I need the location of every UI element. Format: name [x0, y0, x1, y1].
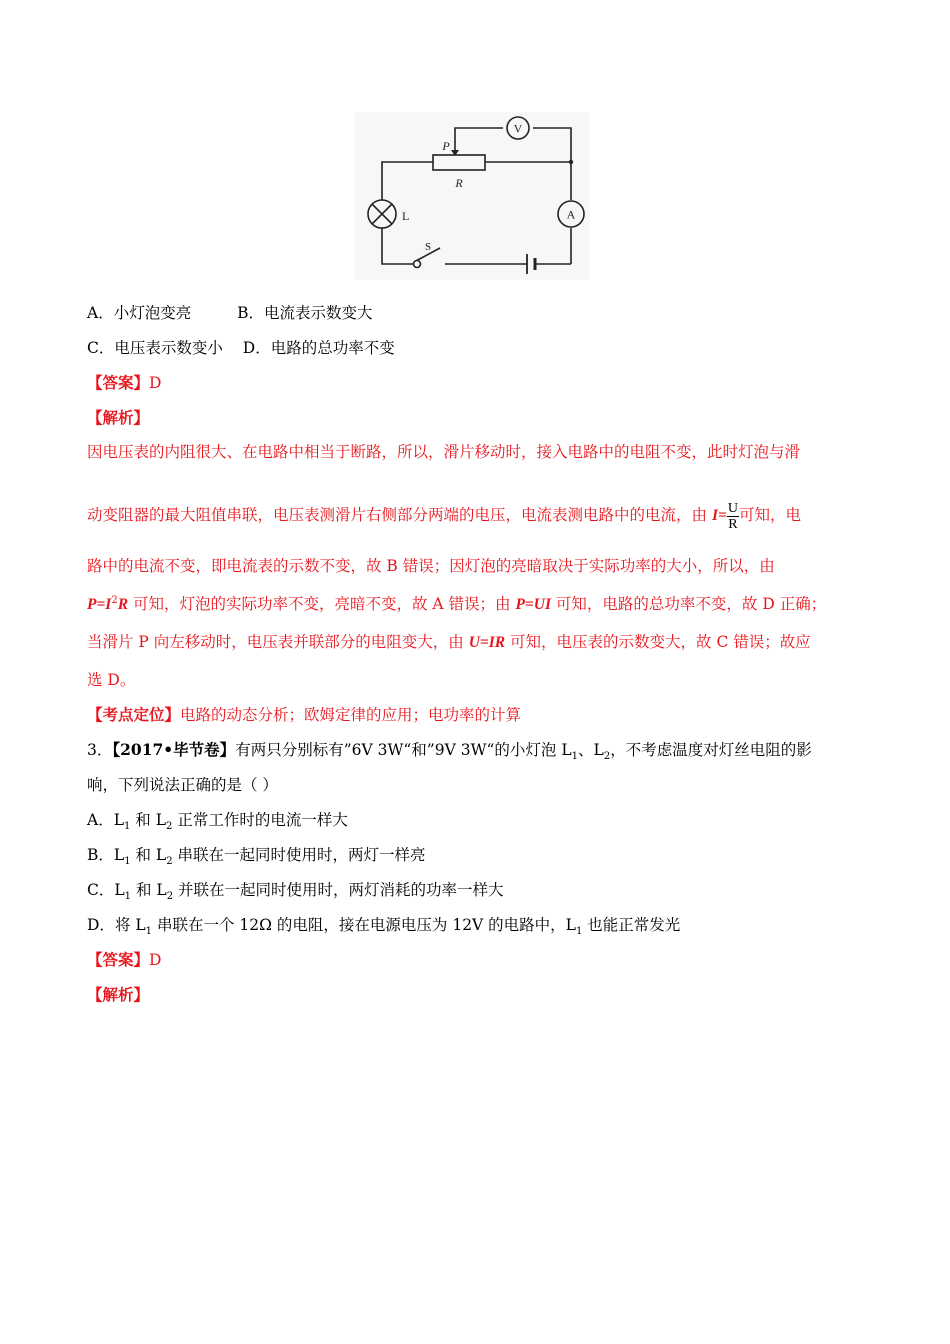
q2-topic-label: 【考点定位】 [87, 705, 181, 724]
q3-option-a [87, 810, 348, 833]
q2-topic [87, 705, 521, 725]
q3-answer-value: D [149, 951, 162, 969]
q3-stem-line-1 [87, 740, 812, 763]
ohms-law-var: I= [711, 507, 727, 524]
q3-option-b [87, 845, 426, 868]
q3-option-a-sub-2: 2 [166, 821, 173, 833]
q2-options-row-1 [87, 303, 373, 323]
power-formula-1a: P=I [87, 596, 112, 613]
q3-option-d-letter: D． [87, 916, 115, 934]
q2-analysis-line-4-text-a: 可知，灯泡的实际功率不变，亮暗不变，故 A 错误；由 [128, 595, 516, 613]
power-formula-1-exp: 2 [111, 594, 118, 606]
q2-analysis-line-2 [87, 496, 801, 535]
q3-option-a-mid: 和 L [130, 811, 167, 829]
resistor-label: R [455, 176, 463, 190]
q2-analysis-line-3: 路中的电流不变，即电流表的示数不变，故 B 错误；因灯泡的亮暗取决于实际功率的大小，所以，由 [87, 557, 775, 575]
q2-analysis-line-4 [87, 594, 826, 615]
q2-option-c-text: 电压表示数变小 [114, 339, 223, 357]
q3-answer-label: 【答案】 [87, 950, 150, 969]
q3-option-c-mid: 和 L [131, 881, 167, 899]
q3-option-c-sub-2: 2 [166, 891, 174, 903]
q3-option-c-text: 并联在一起同时使用时，两灯消耗的功率一样大 [173, 881, 504, 899]
q3-answer [87, 950, 161, 970]
q2-option-a-text: 小灯泡变亮 [113, 304, 192, 322]
q3-option-b-letter: B． [87, 846, 114, 864]
power-formula-1b: R [117, 596, 129, 613]
q3-stem-1: 有两只分别标有”6V 3W“和”9V 3W“的小灯泡 L [235, 741, 572, 759]
q2-analysis-label: 【解析】 [87, 408, 150, 427]
q3-option-b-text: 串联在一起同时使用时，两灯一样亮 [172, 846, 426, 864]
q3-stem-sub-1: 1 [571, 751, 579, 763]
voltage-formula: U=IR [468, 634, 506, 651]
q3-stem-2: ，不考虑温度对灯丝电阻的影 [610, 741, 812, 759]
q2-answer-value: D [149, 374, 162, 392]
q2-analysis-line-1: 因电压表的内阻很大、在电路中相当于断路，所以，滑片移动时，接入电路中的电阻不变，此时灯泡与滑 [87, 443, 801, 461]
q3-option-a-pre: L [113, 811, 124, 829]
q2-analysis-line-5 [87, 632, 811, 653]
q2-analysis-line-2-text-b: 可知，电 [738, 506, 801, 524]
q3-option-b-mid: 和 L [130, 846, 167, 864]
q3-option-d-mid: 串联在一个 12Ω 的电阻，接在电源电压为 12V 的电路中，L [152, 916, 576, 934]
q2-option-d-text: 电路的总功率不变 [270, 339, 395, 357]
slider-label: P [442, 139, 450, 153]
q2-analysis-line-4-text-b: 可知，电路的总功率不变，故 D 正确； [551, 595, 827, 613]
q3-option-c-pre: L [114, 881, 125, 899]
q3-option-b-sub-1: 1 [124, 856, 131, 868]
lamp-label: L [402, 209, 410, 223]
q2-options-row-2 [87, 338, 395, 358]
switch-label: S [425, 241, 432, 253]
q3-analysis-label: 【解析】 [87, 985, 150, 1004]
q2-option-d-letter: D． [242, 339, 271, 357]
q2-analysis-line-6: 选 D。 [87, 671, 136, 689]
q2-answer [87, 373, 161, 393]
q2-answer-label: 【答案】 [87, 373, 150, 392]
q3-stem-mid: 、L [578, 741, 604, 759]
q2-analysis-line-5-text-a: 当滑片 P 向左移动时，电压表并联部分的电阻变大，由 [87, 633, 469, 651]
q2-option-a-letter: A． [87, 304, 114, 322]
q3-option-b-sub-2: 2 [166, 856, 173, 868]
power-formula-2: P=UI [515, 596, 551, 613]
q3-option-d-sub-2: 1 [575, 926, 583, 938]
q2-option-b-letter: B． [237, 304, 264, 322]
voltmeter-label: V [513, 121, 523, 136]
q3-option-d-sub-1: 1 [145, 926, 153, 938]
q3-option-b-pre: L [113, 846, 125, 864]
q3-option-c [87, 880, 504, 903]
q3-stem-sub-2: 2 [603, 751, 611, 763]
q3-source: 【2017•毕节卷】 [112, 740, 236, 759]
q3-option-a-sub-1: 1 [124, 821, 131, 833]
q3-option-c-sub-1: 1 [124, 891, 132, 903]
fraction-denominator: R [728, 516, 738, 532]
q3-option-a-text: 正常工作时的电流一样大 [172, 811, 348, 829]
q2-option-b-text: 电流表示数变大 [263, 304, 373, 322]
q3-option-a-letter: A． [87, 811, 114, 829]
q2-topic-text: 电路的动态分析；欧姆定律的应用；电功率的计算 [180, 706, 522, 724]
q3-option-d-text: 也能正常发光 [582, 916, 681, 934]
fraction-numerator: U [727, 500, 738, 516]
q3-stem-line-2: 响，下列说法正确的是（ ） [87, 776, 278, 794]
q3-option-d-pre: 将 L [114, 916, 146, 934]
ohms-law-fraction [727, 501, 739, 532]
q3-number: 3． [87, 741, 113, 759]
q2-option-c-letter: C． [87, 339, 115, 357]
circuit-diagram [355, 112, 590, 280]
ammeter-label: A [566, 207, 576, 222]
q3-option-c-letter: C． [87, 881, 115, 899]
q2-analysis-line-2-text-a: 动变阻器的最大阻值串联，电压表测滑片右侧部分两端的电压，电流表测电路中的电流，由 [87, 506, 712, 524]
q2-analysis-line-5-text-b: 可知，电压表的示数变大，故 C 错误；故应 [505, 633, 811, 651]
q3-option-d [87, 915, 681, 938]
